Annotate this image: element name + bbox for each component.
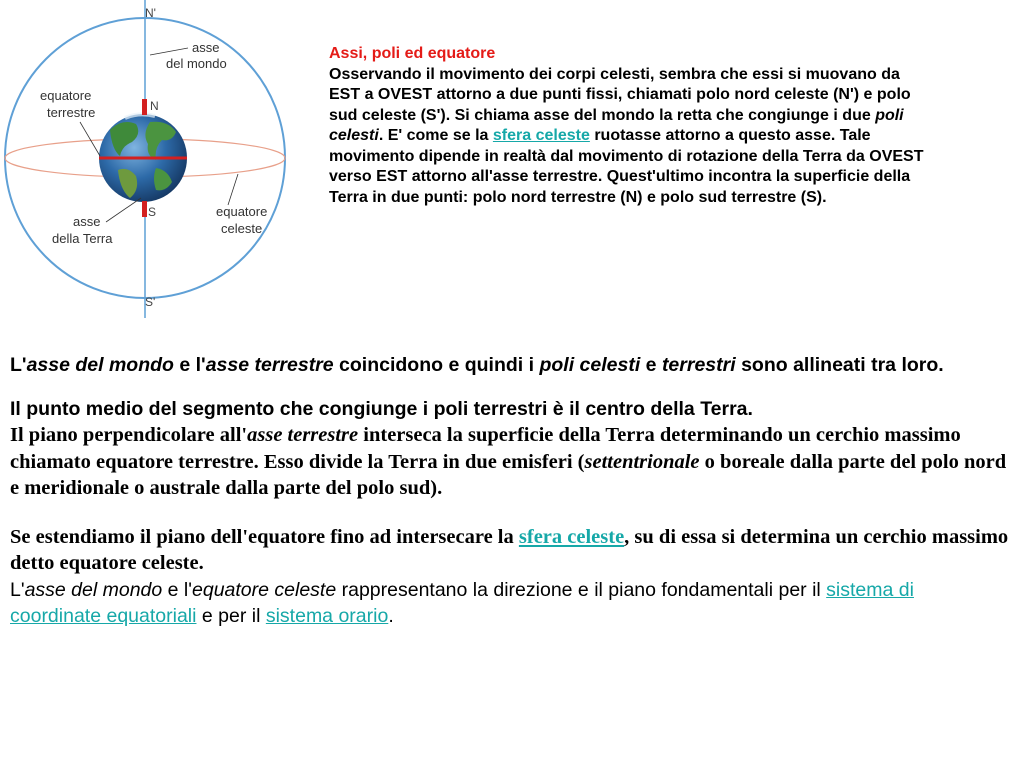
paragraph-coordinate: [10, 577, 1010, 629]
section-title: Assi, poli ed equatore: [329, 45, 496, 62]
p3-c: interseca la superficie della Terra determinando un cerchio massimo chiamato equatore terrestre. Esso divide la Terra in due emisferi (: [10, 424, 961, 473]
label-eq-terr-1: equatore: [40, 88, 92, 103]
p1-a: L': [10, 354, 27, 376]
side-text-block: [329, 44, 929, 208]
p5-f: e per il: [196, 604, 266, 627]
label-asse-terra-1: asse: [73, 214, 101, 229]
p3-a: Il piano perpendicolare all': [10, 424, 248, 446]
link-sfera-celeste-2[interactable]: sfera celeste: [518, 525, 625, 548]
north-pole-marker: [142, 99, 147, 115]
side-text-c: . E' come se la: [378, 127, 493, 144]
side-text-a: Osservando il movimento dei corpi celesti, sembra che essi si muovano da EST a OVEST attorno a due punti fissi, chiamati polo nord celeste (N') e polo sud celeste (S'). Si chiama asse del mondo la retta che congiunge i due: [329, 65, 911, 124]
label-asse-mondo-1: asse: [192, 40, 220, 55]
arrow-eq-terr: [80, 122, 100, 156]
p1-d: asse terrestre: [205, 354, 334, 376]
label-s: S: [148, 205, 157, 219]
p5-a: L': [10, 578, 25, 601]
label-n-prime: N': [145, 6, 156, 20]
label-asse-mondo-2: del mondo: [166, 56, 227, 71]
paragraph-centro-terra: Il punto medio del segmento che congiunge i poli terrestri è il centro della Terra.: [10, 398, 753, 420]
paragraph-assi-coincidono: [10, 352, 1010, 378]
p5-c: e l': [162, 578, 192, 601]
p1-e: coincidono e quindi i: [333, 354, 540, 376]
label-n: N: [150, 99, 159, 113]
p5-e: rappresentano la direzione e il piano fondamentali per il: [336, 578, 827, 601]
p3-e: o boreale dalla parte del polo nord e meridionale o australe dalla parte del polo sud).: [10, 450, 1007, 499]
side-text-italic: poli celesti: [329, 106, 904, 144]
main-text: [10, 352, 1010, 629]
p4-b: , su di essa si determina un cerchio massimo detto equatore celeste.: [10, 525, 1009, 574]
arrow-asse-mondo: [150, 48, 188, 55]
label-eq-cel-1: equatore: [216, 204, 268, 219]
p3-d: settentrionale: [584, 450, 700, 473]
arrow-asse-terra: [106, 198, 141, 222]
p1-h: terrestri: [661, 354, 736, 376]
p4-a: Se estendiamo il piano dell'equatore fino ad intersecare la: [10, 525, 519, 548]
paragraph-equatore-terrestre: [10, 422, 1010, 502]
label-eq-terr-2: terrestre: [47, 105, 96, 120]
p1-i: sono allineati tra loro.: [735, 354, 944, 376]
p5-g: .: [388, 604, 394, 627]
p1-b: asse del mondo: [26, 354, 174, 376]
label-asse-terra-2: della Terra: [52, 231, 113, 246]
link-sfera-celeste[interactable]: sfera celeste: [492, 127, 590, 144]
p1-c: e l': [173, 354, 206, 376]
p3-b: asse terrestre: [247, 424, 359, 446]
p1-g: e: [640, 354, 662, 376]
south-pole-marker: [142, 201, 147, 217]
paragraph-equatore-celeste: [10, 524, 1010, 577]
side-text-d: ruotasse attorno a questo asse. Tale movimento dipende in realtà dal movimento di rotazione della Terra da OVEST verso EST attorno all'asse terrestre. Quest'ultimo incontra la superficie della Terra in due punti: polo nord terrestre (N) e polo sud terrestre (S).: [329, 127, 924, 206]
arrow-eq-cel: [228, 174, 238, 205]
side-paragraph: [329, 65, 929, 209]
p5-b: asse del mondo: [24, 578, 163, 601]
link-coordinate-equatoriali[interactable]: sistema di coordinate equatoriali: [10, 578, 914, 627]
p1-f: poli celesti: [539, 354, 641, 376]
celestial-sphere-diagram: [0, 0, 290, 318]
label-eq-cel-2: celeste: [221, 221, 263, 236]
p5-d: equatore celeste: [192, 578, 337, 601]
label-s-prime: S': [145, 295, 156, 309]
link-sistema-orario[interactable]: sistema orario: [265, 604, 389, 627]
